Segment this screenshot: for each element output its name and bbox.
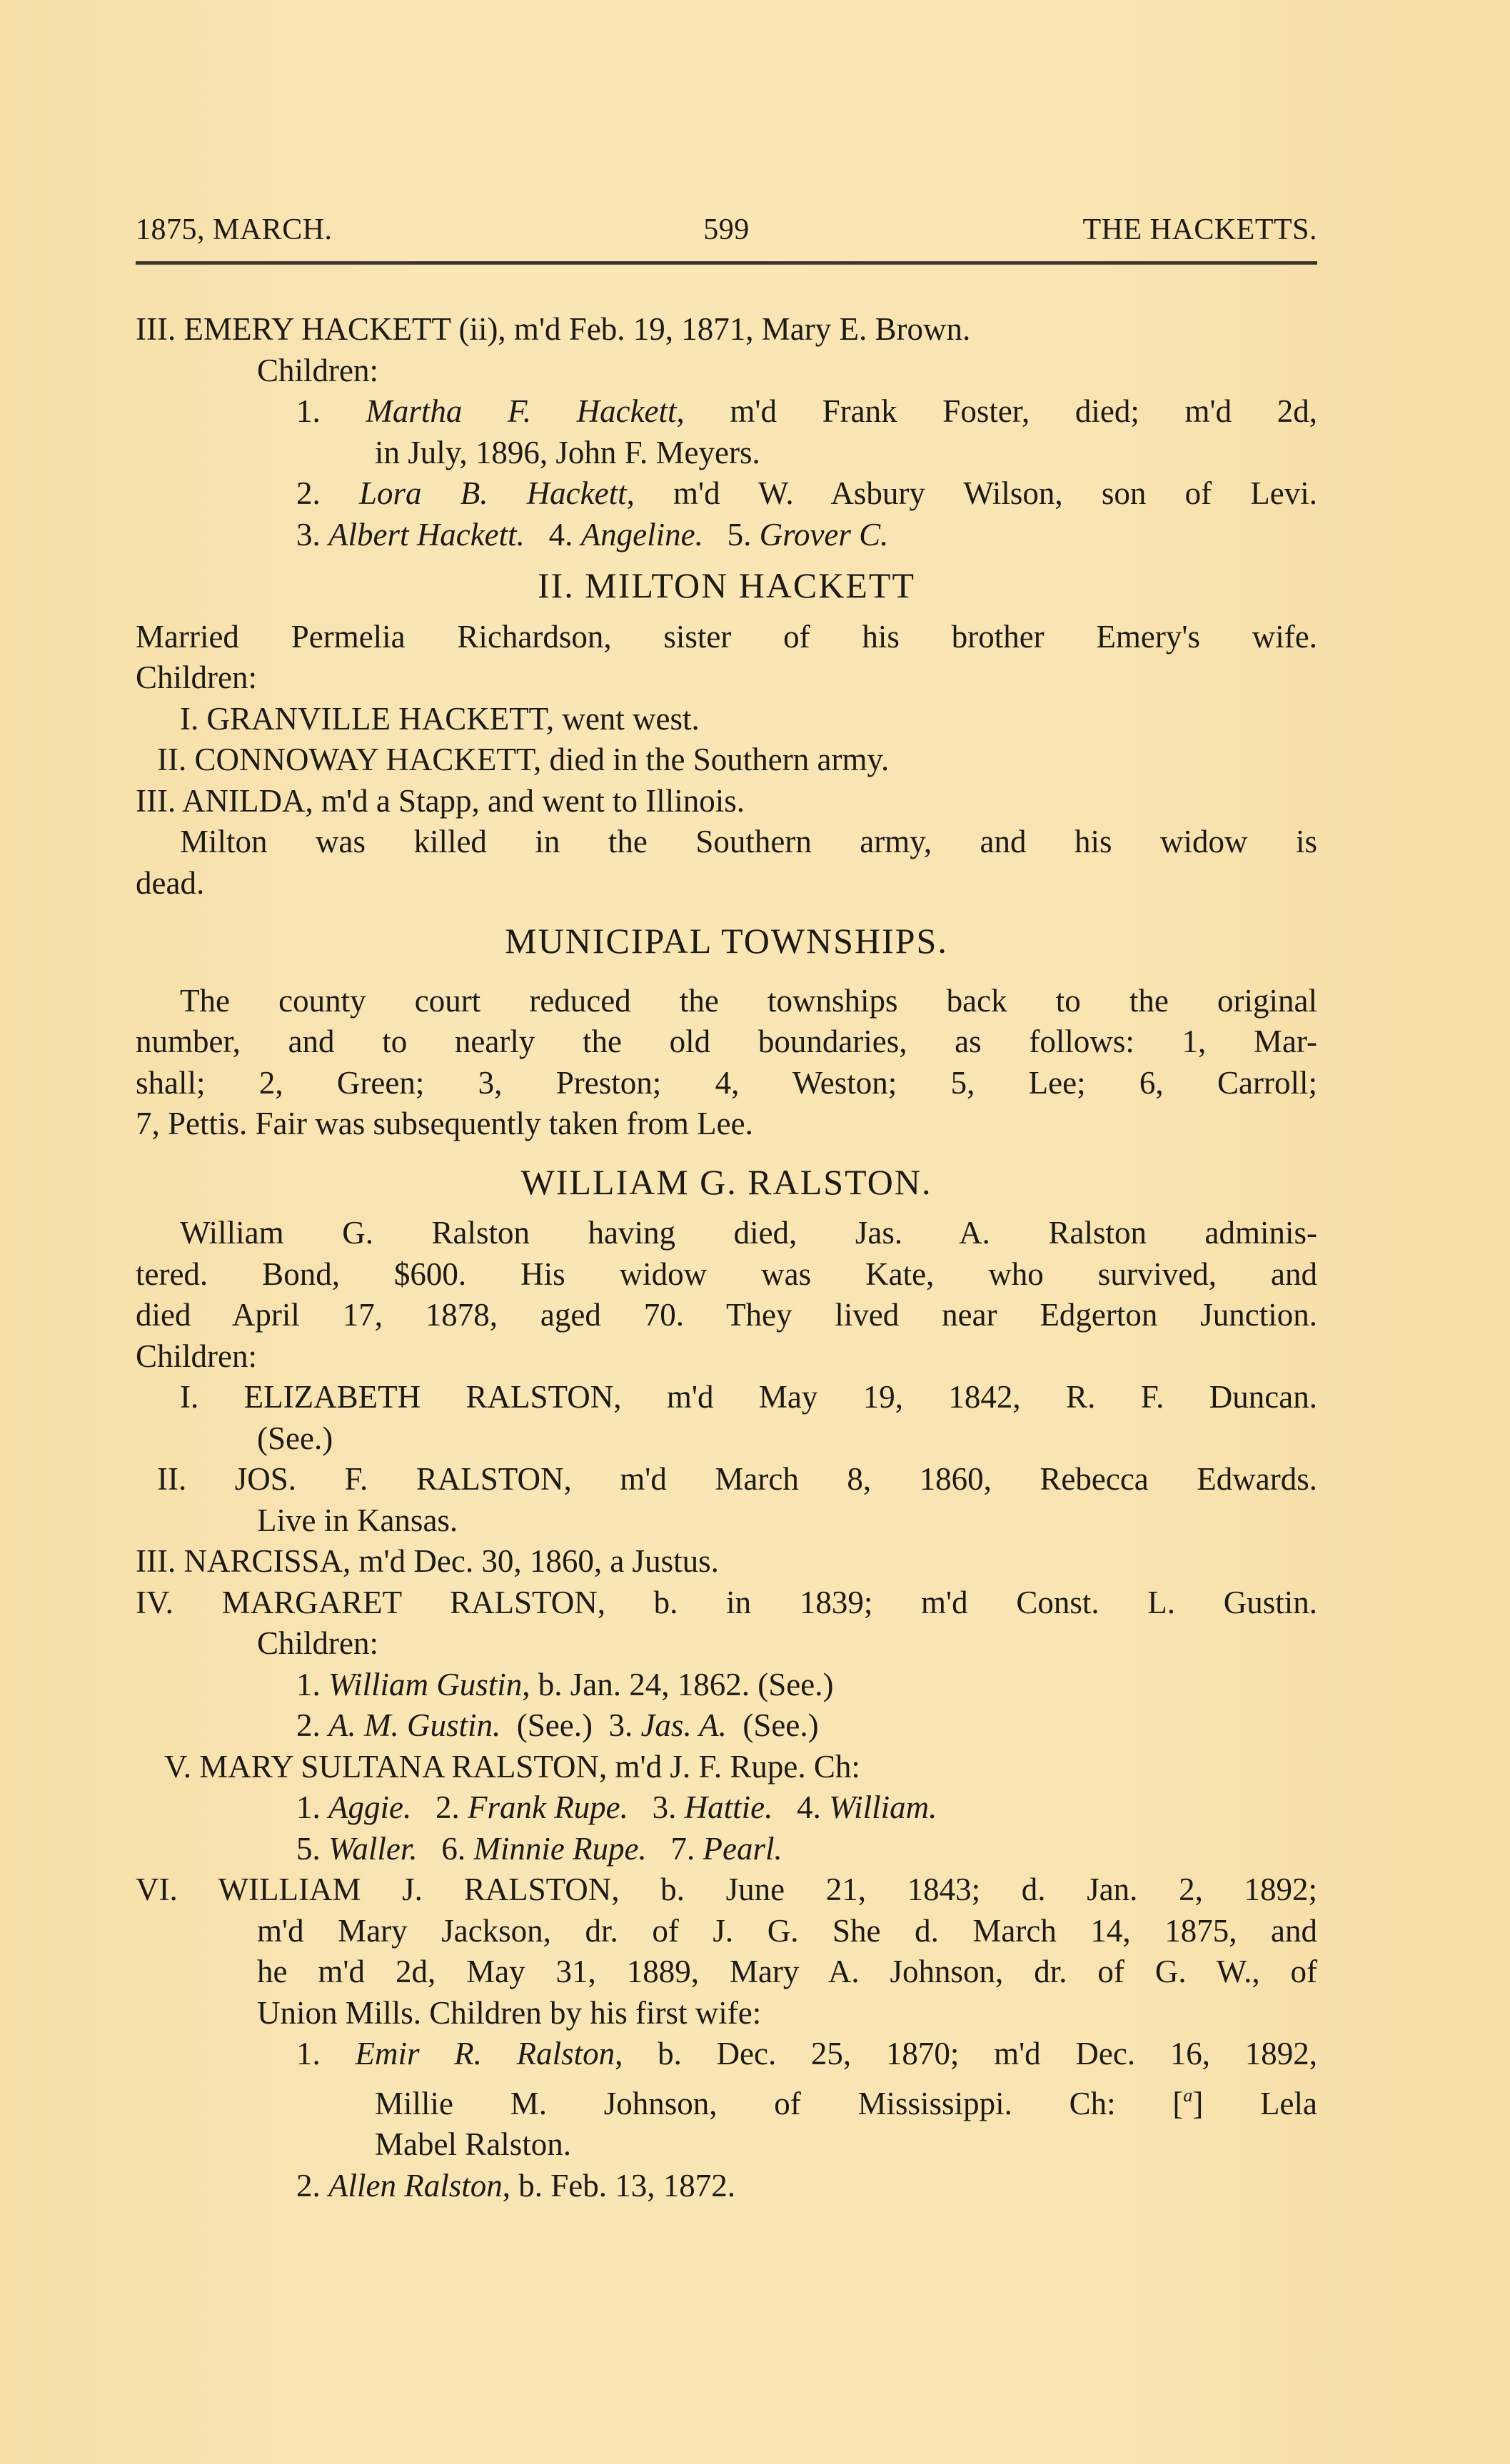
paragraph-line: shall; 2, Green; 3, Preston; 4, Weston; 5, Lee; 6, Carroll;	[136, 1064, 1317, 1101]
grandchild-entry-continued: Mabel Ralston.	[375, 2126, 571, 2162]
children-label: Children:	[257, 352, 378, 388]
children-label: Children:	[136, 1338, 257, 1374]
child-entry-continued: he m'd 2d, May 31, 1889, Mary A. Johnson, dr. of G. W., of	[257, 1954, 1317, 1989]
child-name: William Gustin	[328, 1666, 523, 1702]
children-label: Children:	[257, 1625, 378, 1661]
see-reference: (See.)	[257, 1420, 333, 1456]
milton-married: Married Permelia Richardson, sister of his brother Emery's wife.	[136, 618, 1317, 655]
child-entry-continued: Live in Kansas.	[257, 1502, 458, 1538]
grandchild-entry-continued: Millie M. Johnson, of Mississippi. Ch: [$^a$] Lela	[375, 2084, 1317, 2121]
page-number: 599	[703, 213, 750, 246]
paragraph-line: William G. Ralston having died, Jas. A. Ralston adminis-	[180, 1215, 1317, 1251]
children-label: Children:	[136, 660, 257, 695]
header-rule	[136, 261, 1317, 265]
section-heading-municipal-townships: MUNICIPAL TOWNSHIPS.	[505, 921, 948, 961]
child-entry: III. ANILDA, m'd a Stapp, and went to Illinois.	[136, 782, 745, 819]
child-entry: 3. Albert Hackett. 4. Angeline. 5. Grover C.	[296, 516, 889, 552]
paragraph-line: number, and to nearly the old boundaries, as follows: 1, Mar-	[136, 1024, 1317, 1059]
paragraph-line: tered. Bond, $600. His widow was Kate, who survived, and	[136, 1256, 1317, 1292]
child-name: Aggie.	[328, 1789, 412, 1825]
child-entry: 2. Lora B. Hackett, m'd W. Asbury Wilson, son of Levi.	[296, 475, 1317, 511]
body-text	[136, 309, 1317, 2206]
child-entry-continued: m'd Mary Jackson, dr. of J. G. She d. March 14, 1875, and	[257, 1912, 1317, 1949]
grandchild-list: 1. Aggie. 2. Frank Rupe. 3. Hattie. 4. William.	[296, 1789, 937, 1825]
paragraph-line: The county court reduced the townships back to the original	[180, 982, 1317, 1019]
child-entry-continued: Union Mills. Children by his first wife:	[257, 1994, 762, 2031]
paragraph-line: 7, Pettis. Fair was subsequently taken from Lee.	[136, 1106, 753, 1141]
child-name: Minnie Rupe.	[473, 1830, 647, 1867]
milton-note: Milton was killed in the Southern army, and his widow is	[180, 824, 1317, 859]
emery-hackett-entry: III. EMERY HACKETT (ii), m'd Feb. 19, 1871, Mary E. Brown.	[136, 311, 971, 347]
section-heading-william-g-ralston: WILLIAM G. RALSTON.	[520, 1161, 932, 1202]
child-entry: 1. Martha F. Hackett, m'd Frank Foster, died; m'd 2d,	[296, 393, 1317, 429]
child-entry: II. CONNOWAY HACKETT, died in the Southern army.	[157, 742, 890, 777]
child-name: William.	[829, 1789, 937, 1825]
grandchild-list: 5. Waller. 6. Minnie Rupe. 7. Pearl.	[296, 1830, 782, 1867]
child-name: Pearl.	[703, 1830, 782, 1867]
grandchild-entry: 2. Allen Ralston, b. Feb. 13, 1872.	[296, 2167, 735, 2203]
child-name: Allen Ralston	[328, 2167, 503, 2203]
child-name: A. M. Gustin.	[328, 1707, 501, 1743]
child-entry: IV. MARGARET RALSTON, b. in 1839; m'd Const. L. Gustin.	[136, 1584, 1318, 1620]
grandchild-entry: 1. Emir R. Ralston, b. Dec. 25, 1870; m'd Dec. 16, 1892,	[296, 2036, 1317, 2071]
child-name: Emir R. Ralston	[355, 2036, 615, 2071]
section-heading-milton-hackett: II. MILTON HACKETT	[537, 565, 916, 605]
child-entry: II. JOS. F. RALSTON, m'd March 8, 1860, Rebecca Edwards.	[157, 1461, 1317, 1497]
book-page	[136, 207, 1317, 2206]
running-head-title: THE HACKETTS.	[1082, 213, 1317, 246]
child-entry: V. MARY SULTANA RALSTON, m'd J. F. Rupe. Ch:	[164, 1748, 860, 1784]
child-entry: VI. WILLIAM J. RALSTON, b. June 21, 1843; d. Jan. 2, 1892;	[136, 1872, 1317, 1907]
child-name: Waller.	[328, 1830, 418, 1867]
child-name: Martha F. Hackett	[366, 393, 677, 429]
child-name: Jas. A.	[640, 1707, 727, 1743]
child-name: Albert Hackett.	[328, 516, 525, 552]
footnote-marker: a	[1183, 2084, 1193, 2106]
grandchild-entry: 2. A. M. Gustin. (See.) 3. Jas. A. (See.)	[296, 1707, 819, 1743]
child-name: Grover C.	[759, 516, 889, 552]
running-head	[136, 207, 1317, 250]
child-name: Hattie.	[684, 1789, 773, 1825]
child-entry: I. GRANVILLE HACKETT, went west.	[180, 700, 700, 737]
paragraph-line: died April 17, 1878, aged 70. They lived near Edgerton Junction.	[136, 1297, 1317, 1333]
child-name: Lora B. Hackett	[358, 475, 627, 511]
milton-note-end: dead.	[136, 864, 205, 901]
child-entry-continued: in July, 1896, John F. Meyers.	[375, 434, 760, 470]
child-name: Angeline.	[580, 516, 703, 552]
running-head-date: 1875, MARCH.	[136, 213, 333, 246]
child-name: Frank Rupe.	[467, 1789, 628, 1825]
child-entry: III. NARCISSA, m'd Dec. 30, 1860, a Justus.	[136, 1543, 719, 1579]
child-entry: I. ELIZABETH RALSTON, m'd May 19, 1842, R. F. Duncan.	[180, 1379, 1318, 1415]
grandchild-entry: 1. William Gustin, b. Jan. 24, 1862. (See.)	[296, 1666, 834, 1702]
